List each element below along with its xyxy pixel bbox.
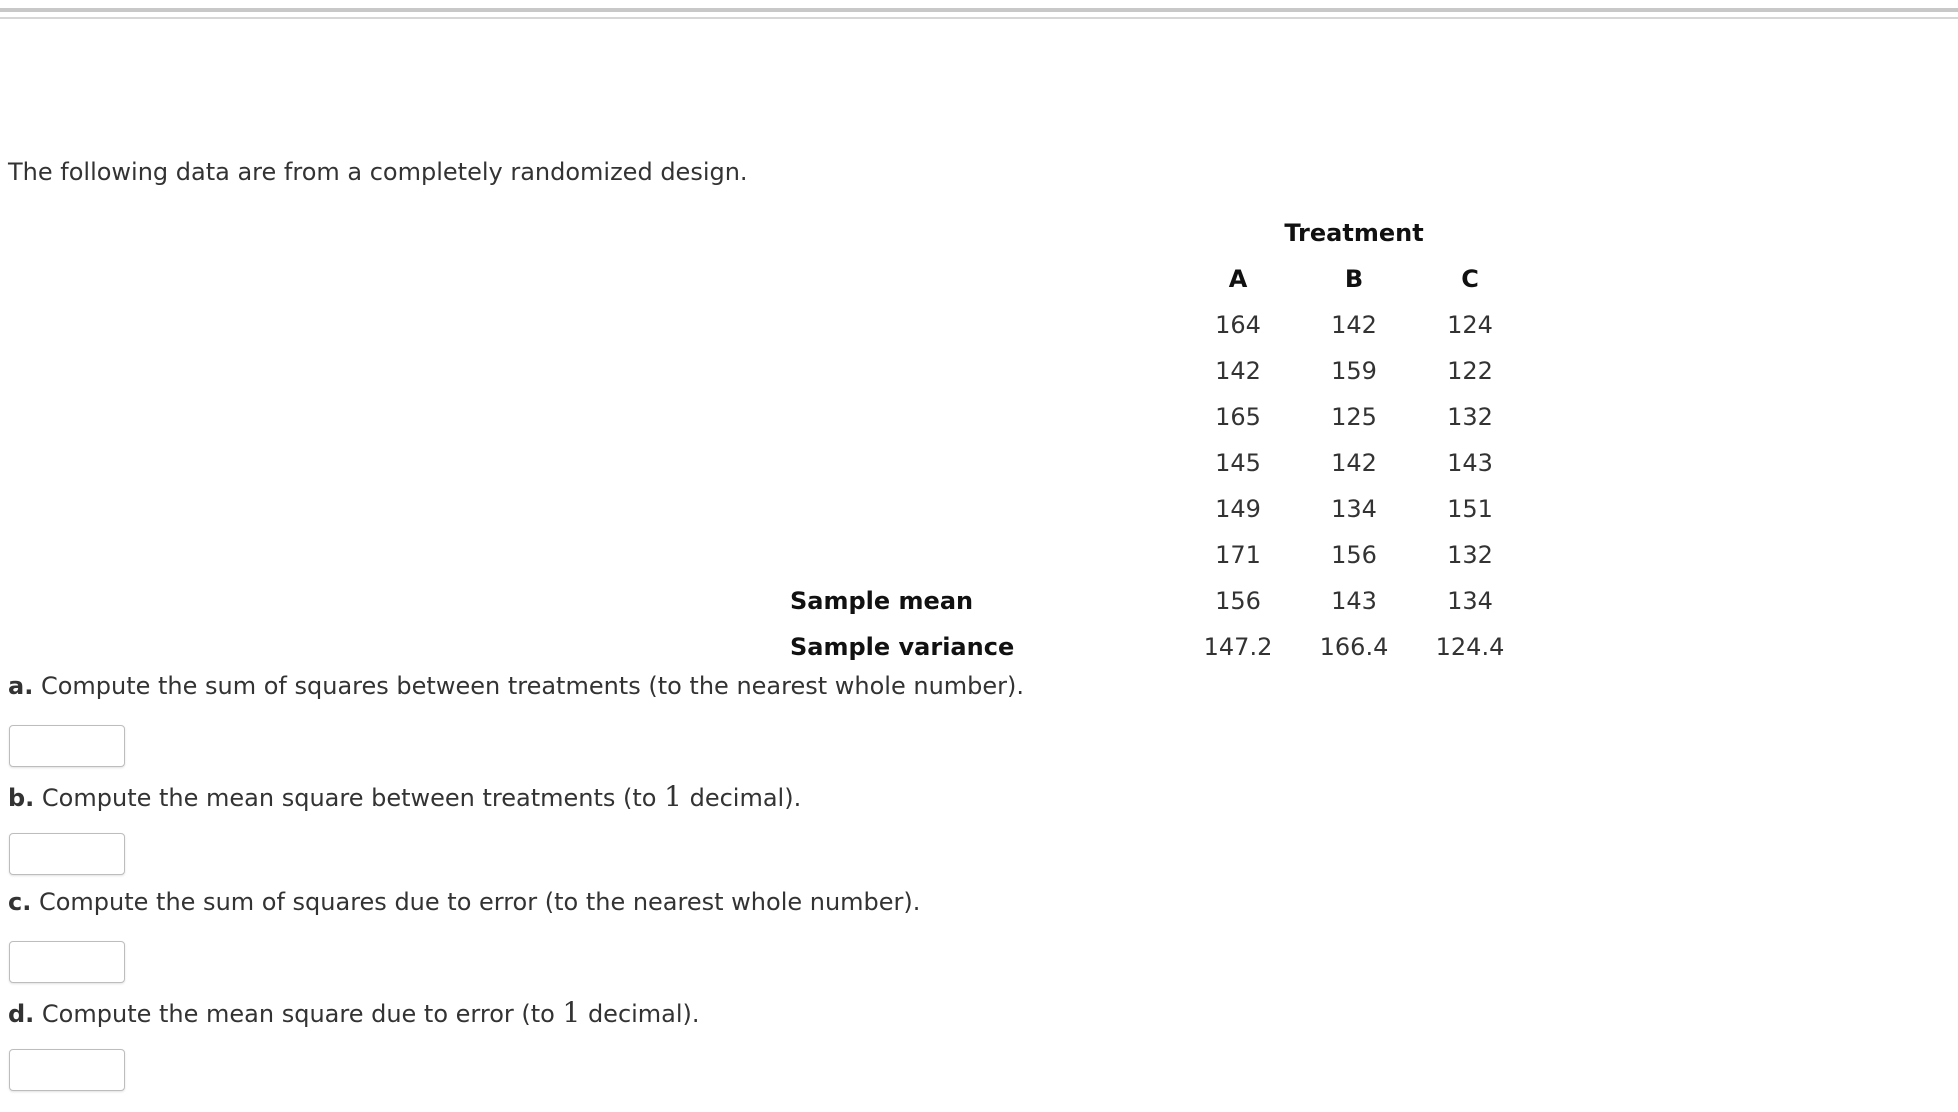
table-cell: 149 <box>1215 495 1261 523</box>
sample-variance-row <box>790 624 1528 670</box>
table-cell: 124 <box>1447 311 1493 339</box>
question-c <box>8 888 920 916</box>
question-d-text-after: decimal). <box>580 1000 700 1028</box>
table-cell: 159 <box>1331 357 1377 385</box>
table-row <box>790 532 1528 578</box>
treatment-group-header: Treatment <box>1284 219 1424 247</box>
question-c-text: Compute the sum of squares due to error (to the nearest whole number). <box>31 888 921 916</box>
table-cell: 142 <box>1215 357 1261 385</box>
sample-mean-c: 134 <box>1447 587 1493 615</box>
question-b-decimal-places: 1 <box>664 780 682 813</box>
question-a-text: Compute the sum of squares between treatments (to the nearest whole number). <box>33 672 1025 700</box>
sample-mean-label: Sample mean <box>790 587 974 615</box>
table-row <box>790 440 1528 486</box>
table-row <box>790 302 1528 348</box>
question-d <box>8 996 700 1029</box>
question-a <box>8 672 1024 700</box>
question-b-text-after: decimal). <box>681 784 802 812</box>
sample-mean-row <box>790 578 1528 624</box>
table-cell: 156 <box>1331 541 1377 569</box>
table-row <box>790 394 1528 440</box>
question-b-letter: b. <box>8 784 35 812</box>
table-cell: 171 <box>1215 541 1261 569</box>
answer-input-d[interactable] <box>9 1049 125 1091</box>
treatment-data-table <box>790 210 1528 670</box>
table-cell: 122 <box>1447 357 1493 385</box>
question-c-letter: c. <box>8 888 32 916</box>
table-cell: 164 <box>1215 311 1261 339</box>
column-header-a: A <box>1228 265 1248 293</box>
sample-variance-c: 124.4 <box>1435 633 1505 661</box>
question-d-letter: d. <box>8 1000 35 1028</box>
sample-variance-label: Sample variance <box>790 633 1015 661</box>
table-cell: 125 <box>1331 403 1377 431</box>
table-cell: 134 <box>1331 495 1377 523</box>
table-row <box>790 486 1528 532</box>
question-d-decimal-places: 1 <box>562 996 581 1029</box>
table-cell: 145 <box>1215 449 1261 477</box>
table-cell: 142 <box>1331 449 1377 477</box>
question-a-letter: a. <box>8 672 34 700</box>
header-rule <box>0 8 1958 12</box>
sample-variance-a: 147.2 <box>1203 633 1273 661</box>
table-cell: 165 <box>1215 403 1261 431</box>
table-cell: 143 <box>1447 449 1493 477</box>
sample-variance-b: 166.4 <box>1319 633 1389 661</box>
column-header-c: C <box>1461 265 1479 293</box>
problem-intro: The following data are from a completely randomized design. <box>8 158 748 186</box>
sample-mean-a: 156 <box>1215 587 1261 615</box>
column-header-b: B <box>1344 265 1364 293</box>
table-cell: 132 <box>1447 403 1493 431</box>
answer-input-a[interactable] <box>9 725 125 767</box>
answer-input-c[interactable] <box>9 941 125 983</box>
answer-input-b[interactable] <box>9 833 125 875</box>
question-b-text-before: Compute the mean square between treatments (to <box>34 784 665 812</box>
sample-mean-b: 143 <box>1331 587 1377 615</box>
table-cell: 142 <box>1331 311 1377 339</box>
question-b <box>8 780 801 813</box>
table-cell: 151 <box>1447 495 1493 523</box>
question-d-text-before: Compute the mean square due to error (to <box>34 1000 563 1028</box>
table-cell: 132 <box>1447 541 1493 569</box>
table-row <box>790 348 1528 394</box>
header-rule-secondary <box>0 17 1958 19</box>
